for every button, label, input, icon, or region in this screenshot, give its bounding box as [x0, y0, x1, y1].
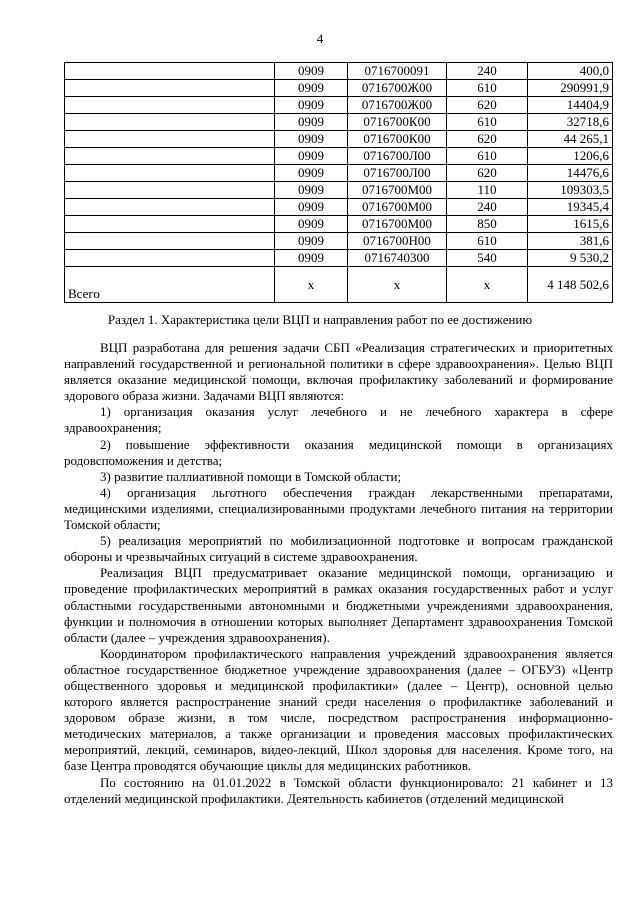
table-cell: 32718,6: [528, 114, 613, 131]
table-cell: 14404,9: [528, 97, 613, 114]
table-cell: 0716740300: [348, 250, 447, 267]
table-cell: [65, 114, 275, 131]
table-row: [65, 199, 613, 216]
table-cell: 44 265,1: [528, 131, 613, 148]
table-cell: х: [348, 267, 447, 303]
table-cell: [65, 97, 275, 114]
table-cell: 0909: [275, 199, 348, 216]
table-cell: 109303,5: [528, 182, 613, 199]
paragraph: 3) развитие паллиативной помощи в Томской области;: [100, 468, 402, 484]
table-cell: 9 530,2: [528, 250, 613, 267]
table-cell: 0909: [275, 131, 348, 148]
paragraph: 4) организация льготного обеспечения граждан лекарственными препаратами, медицинскими изделиями, специализированными продуктами лечебного питания на территории Томской области;: [64, 484, 613, 533]
table-row: [65, 97, 613, 114]
table-cell: 610: [447, 233, 528, 250]
table-cell: 0716700Н00: [348, 233, 447, 250]
table-cell: 610: [447, 80, 528, 97]
table-cell: 381,6: [528, 233, 613, 250]
table-cell: 110: [447, 182, 528, 199]
table-cell: 290991,9: [528, 80, 613, 97]
table-cell: [65, 250, 275, 267]
table-cell: х: [275, 267, 348, 303]
table-cell: 0909: [275, 182, 348, 199]
paragraph: 5) реализация мероприятий по мобилизационной подготовке и вопросам гражданской обороны и чрезвычайных ситуаций в системе здравоохранения.: [64, 533, 613, 565]
table-cell: 240: [447, 63, 528, 80]
table-cell: 0909: [275, 250, 348, 267]
table-cell: 0716700М00: [348, 216, 447, 233]
table-cell: 0716700М00: [348, 199, 447, 216]
table-row: [65, 148, 613, 165]
table-row: [65, 114, 613, 131]
table-cell: 620: [447, 165, 528, 182]
body-text: [64, 340, 613, 807]
table-cell: 610: [447, 148, 528, 165]
table-cell: 850: [447, 216, 528, 233]
table-cell: [65, 182, 275, 199]
table-cell: 19345,4: [528, 199, 613, 216]
table-cell: [65, 80, 275, 97]
table-cell: х: [447, 267, 528, 303]
table-row: [65, 250, 613, 267]
table-cell: [65, 216, 275, 233]
budget-table: [64, 62, 613, 303]
table-cell: 0716700Ж00: [348, 80, 447, 97]
table-cell: 0716700091: [348, 63, 447, 80]
table-cell: 0716700М00: [348, 182, 447, 199]
table-cell: [65, 131, 275, 148]
table-cell: 0716700Л00: [348, 165, 447, 182]
table-cell: 0716700Ж00: [348, 97, 447, 114]
table-cell: 240: [447, 199, 528, 216]
table-cell: 1615,6: [528, 216, 613, 233]
table-cell: 620: [447, 97, 528, 114]
table-cell: 0909: [275, 233, 348, 250]
table-cell: 540: [447, 250, 528, 267]
total-label: Всего: [65, 267, 275, 303]
table-cell: 0909: [275, 148, 348, 165]
table-row: [65, 80, 613, 97]
paragraph: 1) организация оказания услуг лечебного и не лечебного характера в сфере здравоохранения;: [64, 404, 613, 436]
table-row: [65, 63, 613, 80]
table-cell: [65, 148, 275, 165]
table-row: [65, 233, 613, 250]
table-cell: 0716700Л00: [348, 148, 447, 165]
table-cell: 0909: [275, 114, 348, 131]
table-cell: 1206,6: [528, 148, 613, 165]
page-number: 4: [316, 31, 324, 46]
table-row: [65, 216, 613, 233]
table-cell: 0909: [275, 63, 348, 80]
table-cell: 0909: [275, 165, 348, 182]
paragraph: 2) повышение эффективности оказания медицинской помощи в организациях родовспоможения и детства;: [64, 436, 613, 468]
table-cell: [65, 165, 275, 182]
table-cell: 0716700К00: [348, 131, 447, 148]
table-cell: [65, 199, 275, 216]
total-value: 4 148 502,6: [528, 267, 613, 303]
table-cell: 0909: [275, 97, 348, 114]
paragraph: Реализация ВЦП предусматривает оказание медицинской помощи, организацию и проведение профилактических мероприятий в рамках оказания государственных работ и услуг областными государственными автономными и бюджетными учреждениями здравоохранения, функции и полномочия в отношении которых выполняет Департамент здравоохранения Томской области (далее – учреждения здравоохранения).: [64, 565, 613, 645]
table-cell: [65, 233, 275, 250]
table-cell: 620: [447, 131, 528, 148]
table-cell: 14476,6: [528, 165, 613, 182]
table-cell: 400,0: [528, 63, 613, 80]
table-row: [65, 131, 613, 148]
table-cell: 0909: [275, 216, 348, 233]
table-total-row: [65, 267, 613, 303]
paragraph: Координатором профилактического направления учреждений здравоохранения является областное государственное бюджетное учреждение здравоохранения (далее – ОГБУЗ) «Центр общественного здоровья и медицинской профилактики» (далее – Центр), основной целью которого является распространение знаний среди населения о профилактике заболеваний и здоровом образе жизни, в том числе, посредством распространения информационно-методических материалов, а также организации и проведения массовых профилактических мероприятий, лекций, семинаров, видео-лекций, Школ здоровья для населения. Кроме того, на базе Центра проводятся обучающие циклы для медицинских работников.: [64, 645, 613, 774]
table-cell: 0716700К00: [348, 114, 447, 131]
table-row: [65, 182, 613, 199]
table-row: [65, 165, 613, 182]
table-cell: 0909: [275, 80, 348, 97]
paragraph: По состоянию на 01.01.2022 в Томской области функционировало: 21 кабинет и 13 отделений медицинской профилактики. Деятельность кабинетов (отделений медицинской: [64, 774, 613, 806]
table-cell: 610: [447, 114, 528, 131]
table-cell: [65, 63, 275, 80]
section-heading: Раздел 1. Характеристика цели ВЦП и направления работ по ее достижению: [107, 312, 533, 327]
paragraph: ВЦП разработана для решения задачи СБП «Реализация стратегических и приоритетных направлений государственной и региональной политики в сфере здравоохранения». Целью ВЦП является оказание медицинской помощи, включая профилактику заболеваний и формирование здорового образа жизни. Задачами ВЦП являются:: [64, 340, 613, 404]
